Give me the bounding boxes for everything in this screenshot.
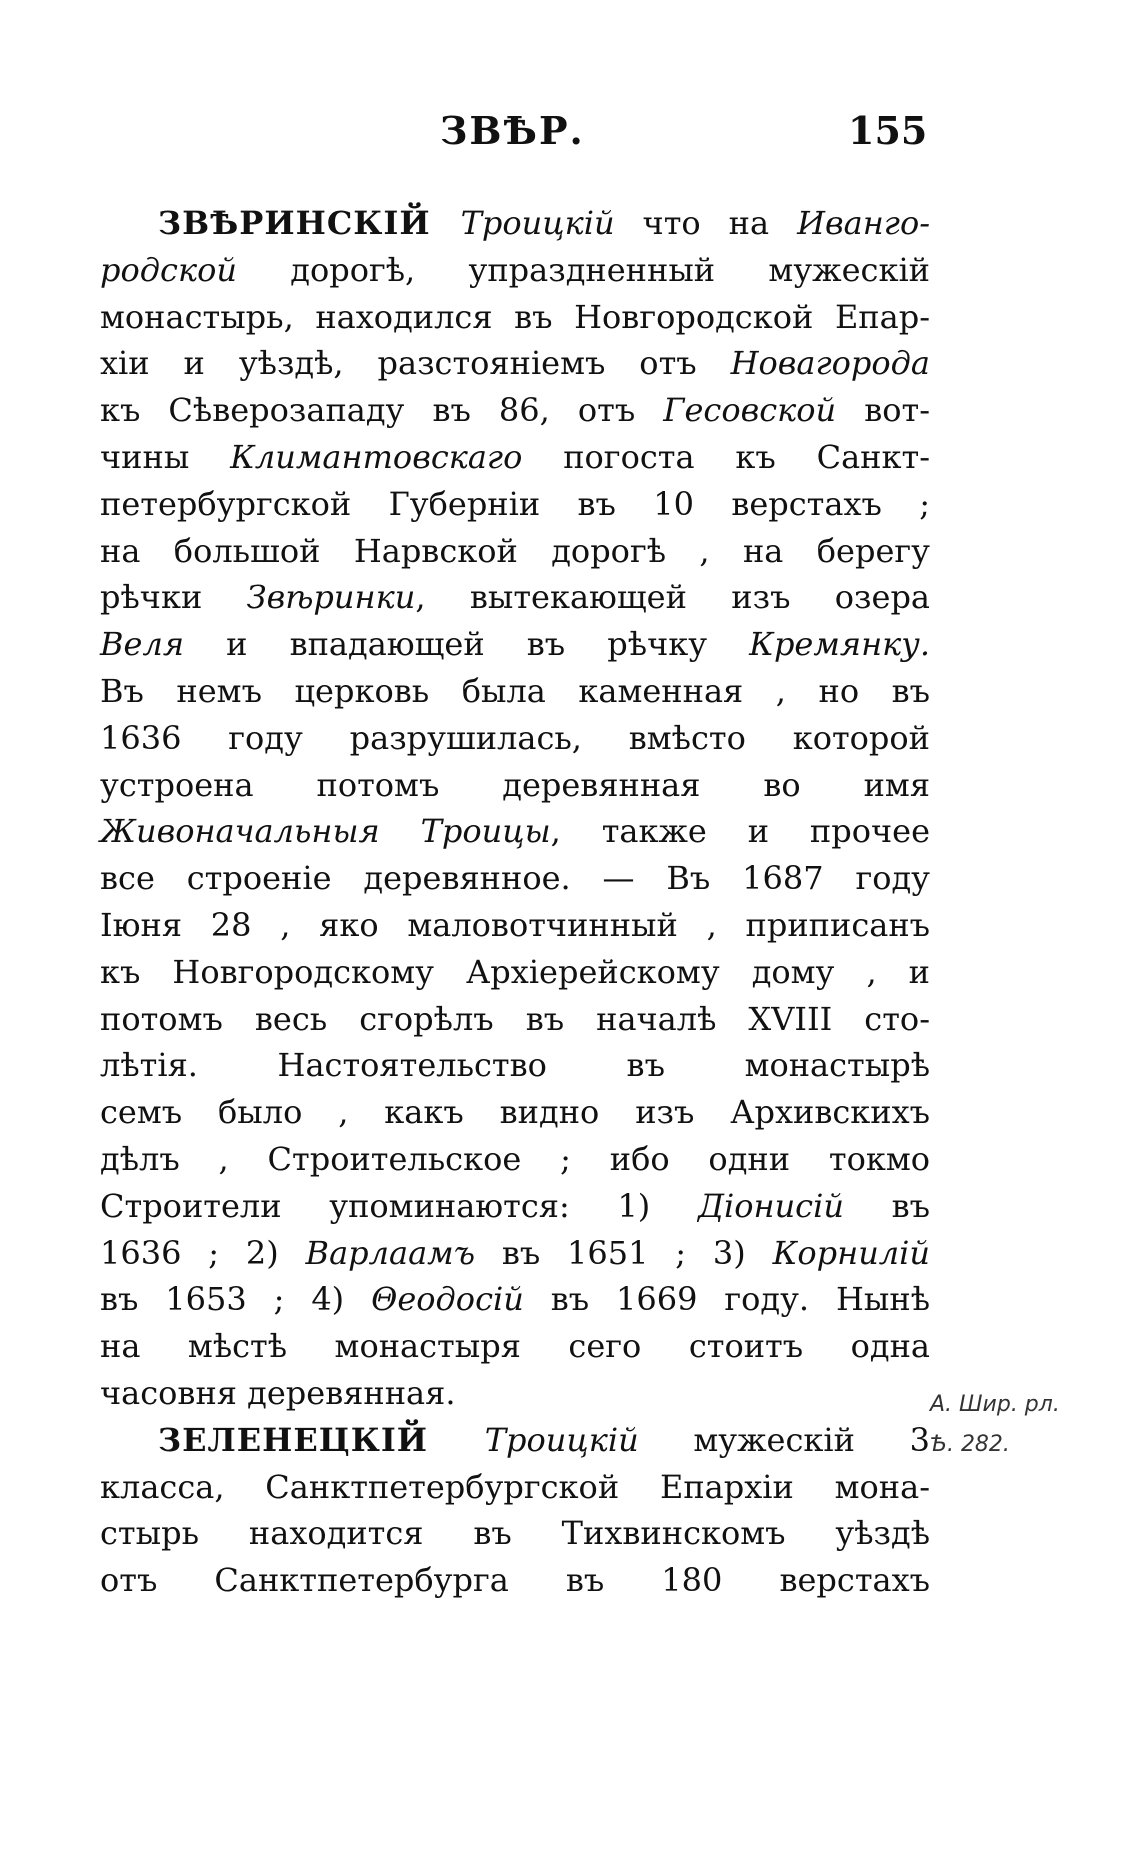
running-head: ЗВѢР. (440, 108, 585, 153)
italic-text: Гесовской (663, 391, 837, 430)
text-segment: лѣтія. Настоятельство въ монастырѣ (100, 1046, 930, 1085)
italic-text: Корнилій (772, 1233, 931, 1272)
italic-text: Живоначальныя Троицы (100, 812, 551, 851)
italic-text: Θеодосій (371, 1280, 524, 1319)
text-line (100, 481, 930, 528)
italic-text: Троицкій (484, 1420, 639, 1459)
text-line (100, 434, 930, 481)
text-segment: монастырь, находился въ Новгородской Епар- (100, 297, 930, 336)
text-segment: часовня деревянная. (100, 1373, 456, 1412)
text-line (100, 247, 930, 294)
italic-text: Варлаамъ (305, 1233, 476, 1272)
text-line (100, 1464, 930, 1511)
text-segment: погоста къ Санкт- (522, 437, 931, 476)
text-segment: хіи и уѣздѣ, разстояніемъ отъ (100, 344, 731, 383)
text-line (100, 715, 930, 762)
text-segment: Въ немъ церковь была каменная , но въ (100, 671, 930, 710)
text-line (100, 200, 930, 247)
text-line (100, 1276, 930, 1323)
text-line (100, 1557, 930, 1604)
text-segment: въ 1669 году. Нынѣ (523, 1280, 931, 1319)
italic-text: Діонисій (697, 1186, 844, 1225)
text-segment: , вытекающей изъ озера (415, 578, 930, 617)
text-segment: петербургской Губерніи въ 10 верстахъ ; (100, 484, 930, 523)
text-segment: Строители упоминаются: 1) (100, 1186, 698, 1225)
text-segment: все строеніе деревянное. — Въ 1687 году (100, 859, 930, 898)
handwritten-margin-note (930, 1385, 1135, 1465)
text-segment: класса, Санктпетербургской Епархіи мона- (100, 1467, 930, 1506)
text-segment: что на (614, 204, 798, 242)
text-line (100, 855, 930, 902)
text-line (100, 528, 930, 575)
text-line (100, 340, 930, 387)
italic-text: родской (100, 250, 237, 289)
text-line (100, 762, 930, 809)
page-header (0, 108, 1140, 158)
text-segment: дорогѣ, упраздненный мужескій (236, 250, 930, 289)
text-line (100, 668, 930, 715)
text-segment: дѣлъ , Строительское ; ибо одни токмо (100, 1139, 930, 1178)
text-line (100, 808, 930, 855)
text-line (100, 949, 930, 996)
text-line (100, 1417, 930, 1464)
text-segment: къ Сѣверозападу въ 86, отъ (100, 391, 664, 430)
entry-headword: ЗВѢРИНСКІЙ (158, 204, 461, 242)
text-segment: чины (100, 437, 231, 476)
text-segment: къ Новгородскому Архіерейскому дому , и (100, 952, 930, 991)
text-segment: Іюня 28 , яко маловотчинный , приписанъ (100, 905, 930, 944)
text-segment: вот- (836, 391, 931, 430)
text-segment: на мѣстѣ монастыря сего стоитъ одна (100, 1327, 930, 1366)
text-segment: въ 1653 ; 4) (100, 1280, 372, 1319)
text-segment: мужескій 3 (638, 1420, 931, 1459)
text-segment: 1636 ; 2) (100, 1233, 306, 1272)
italic-text: Климантовскаго (230, 437, 523, 476)
italic-text: Звѣринки (246, 578, 416, 617)
entry-headword: ЗЕЛЕНЕЦКІЙ (158, 1420, 485, 1459)
text-segment: въ (843, 1186, 930, 1225)
text-line (100, 1230, 930, 1277)
text-line (100, 574, 930, 621)
text-line (100, 621, 930, 668)
italic-text: Кремянку. (749, 625, 930, 664)
text-line (100, 902, 930, 949)
text-segment: рѣчки (100, 578, 247, 617)
text-line (100, 1510, 930, 1557)
text-segment: на большой Нарвской дорогѣ , на берегу (100, 531, 930, 570)
italic-text: Троицкій (460, 204, 615, 242)
text-line (100, 294, 930, 341)
body-text (100, 200, 930, 1604)
text-line (100, 1136, 930, 1183)
italic-text: Иванго- (797, 204, 931, 242)
text-segment: отъ Санктпетербурга въ 180 верстахъ (100, 1561, 930, 1600)
text-segment: , также и прочее (550, 812, 931, 851)
text-segment: семъ было , какъ видно изъ Архивскихъ (100, 1093, 930, 1132)
text-line (100, 1183, 930, 1230)
italic-text: Веля (100, 625, 185, 664)
text-segment: устроена потомъ деревянная во имя (100, 765, 930, 804)
text-segment: и впадающей въ рѣчку (184, 625, 750, 664)
text-segment: 1636 году разрушилась, вмѣсто которой (100, 718, 930, 757)
text-line (100, 1370, 930, 1417)
text-segment: стырь находится въ Тихвинскомъ уѣздѣ (100, 1514, 930, 1553)
text-line (100, 1323, 930, 1370)
margin-note-line: А. Шир. рл. (930, 1392, 1060, 1417)
text-segment: потомъ весь сгорѣлъ въ началѣ XVIII сто- (100, 999, 930, 1038)
italic-text: Новагорода (730, 344, 930, 383)
text-line (100, 1042, 930, 1089)
margin-note-line: Ѣ. 282. (930, 1432, 1010, 1457)
text-segment: въ 1651 ; 3) (475, 1233, 773, 1272)
text-line (100, 387, 930, 434)
page-number: 155 (848, 108, 928, 153)
text-line (100, 1089, 930, 1136)
text-line (100, 996, 930, 1043)
